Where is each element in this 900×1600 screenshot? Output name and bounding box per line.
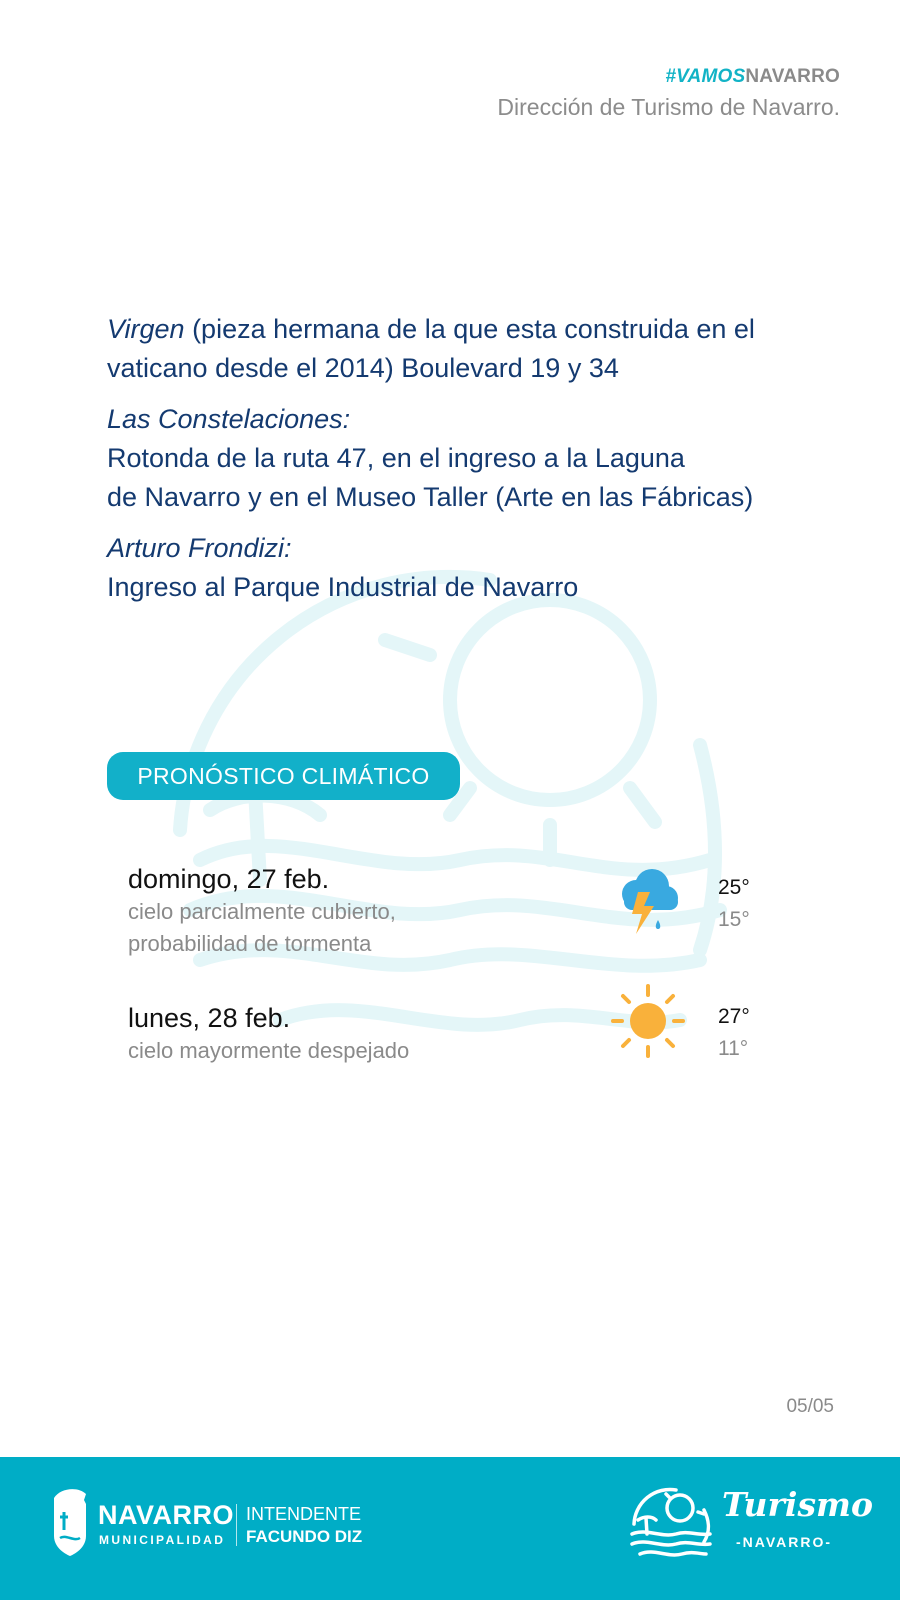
day-description: cielo parcialmente cubierto, probabilidad de tormenta bbox=[128, 899, 396, 956]
item-virgen bbox=[107, 310, 847, 388]
item-constelaciones-line2: de Navarro y en el Museo Taller (Arte en las Fábricas) bbox=[107, 482, 754, 512]
hashtag-prefix: #VAMOS bbox=[665, 66, 746, 87]
page-number: 05/05 bbox=[786, 1396, 834, 1417]
item-constelaciones bbox=[107, 400, 847, 517]
divider bbox=[236, 1504, 237, 1546]
turismo-wordmark: Turismo bbox=[722, 1485, 873, 1524]
header-subtitle: Dirección de Turismo de Navarro. bbox=[497, 94, 840, 120]
temperatures bbox=[718, 1001, 750, 1065]
muni-name: NAVARRO bbox=[98, 1500, 234, 1530]
intendente-label: INTENDENTE bbox=[246, 1504, 362, 1524]
shield-icon bbox=[50, 1484, 90, 1558]
temp-high: 25° bbox=[718, 876, 750, 899]
item-frondizi-text: Ingreso al Parque Industrial de Navarro bbox=[107, 572, 579, 602]
forecast-day bbox=[128, 1001, 768, 1067]
thunderstorm-icon bbox=[608, 862, 688, 942]
temp-low: 11° bbox=[718, 1037, 749, 1060]
forecast-heading: PRONÓSTICO CLIMÁTICO bbox=[107, 752, 460, 800]
item-virgen-text: (pieza hermana de la que esta construida en el vaticano desde el 2014) Boulevard 19 y 34 bbox=[107, 314, 755, 383]
day-date: domingo, 27 feb. bbox=[128, 864, 330, 894]
item-frondizi-title: Arturo Frondizi: bbox=[107, 533, 292, 563]
sun-icon bbox=[608, 981, 688, 1061]
turismo-sub: -NAVARRO- bbox=[736, 1534, 833, 1550]
temp-high: 27° bbox=[718, 1005, 750, 1028]
item-constelaciones-line1: Rotonda de la ruta 47, en el ingreso a la Laguna bbox=[107, 443, 685, 473]
day-description: cielo mayormente despejado bbox=[128, 1038, 410, 1063]
forecast-day bbox=[128, 862, 768, 960]
hashtag bbox=[497, 66, 840, 88]
header bbox=[497, 66, 840, 121]
day-date: lunes, 28 feb. bbox=[128, 1003, 291, 1033]
content-text bbox=[107, 310, 847, 619]
item-virgen-title: Virgen bbox=[107, 314, 185, 344]
municipality-logo bbox=[50, 1484, 370, 1564]
item-frondizi bbox=[107, 529, 847, 607]
intendente-name: FACUNDO DIZ bbox=[246, 1527, 363, 1546]
footer bbox=[0, 1457, 900, 1600]
muni-sub: MUNICIPALIDAD bbox=[99, 1533, 226, 1547]
turismo-logo-icon bbox=[626, 1484, 716, 1564]
temperatures bbox=[718, 872, 750, 936]
item-constelaciones-title: Las Constelaciones: bbox=[107, 404, 351, 434]
hashtag-suffix: NAVARRO bbox=[745, 66, 840, 87]
temp-low: 15° bbox=[718, 908, 750, 931]
